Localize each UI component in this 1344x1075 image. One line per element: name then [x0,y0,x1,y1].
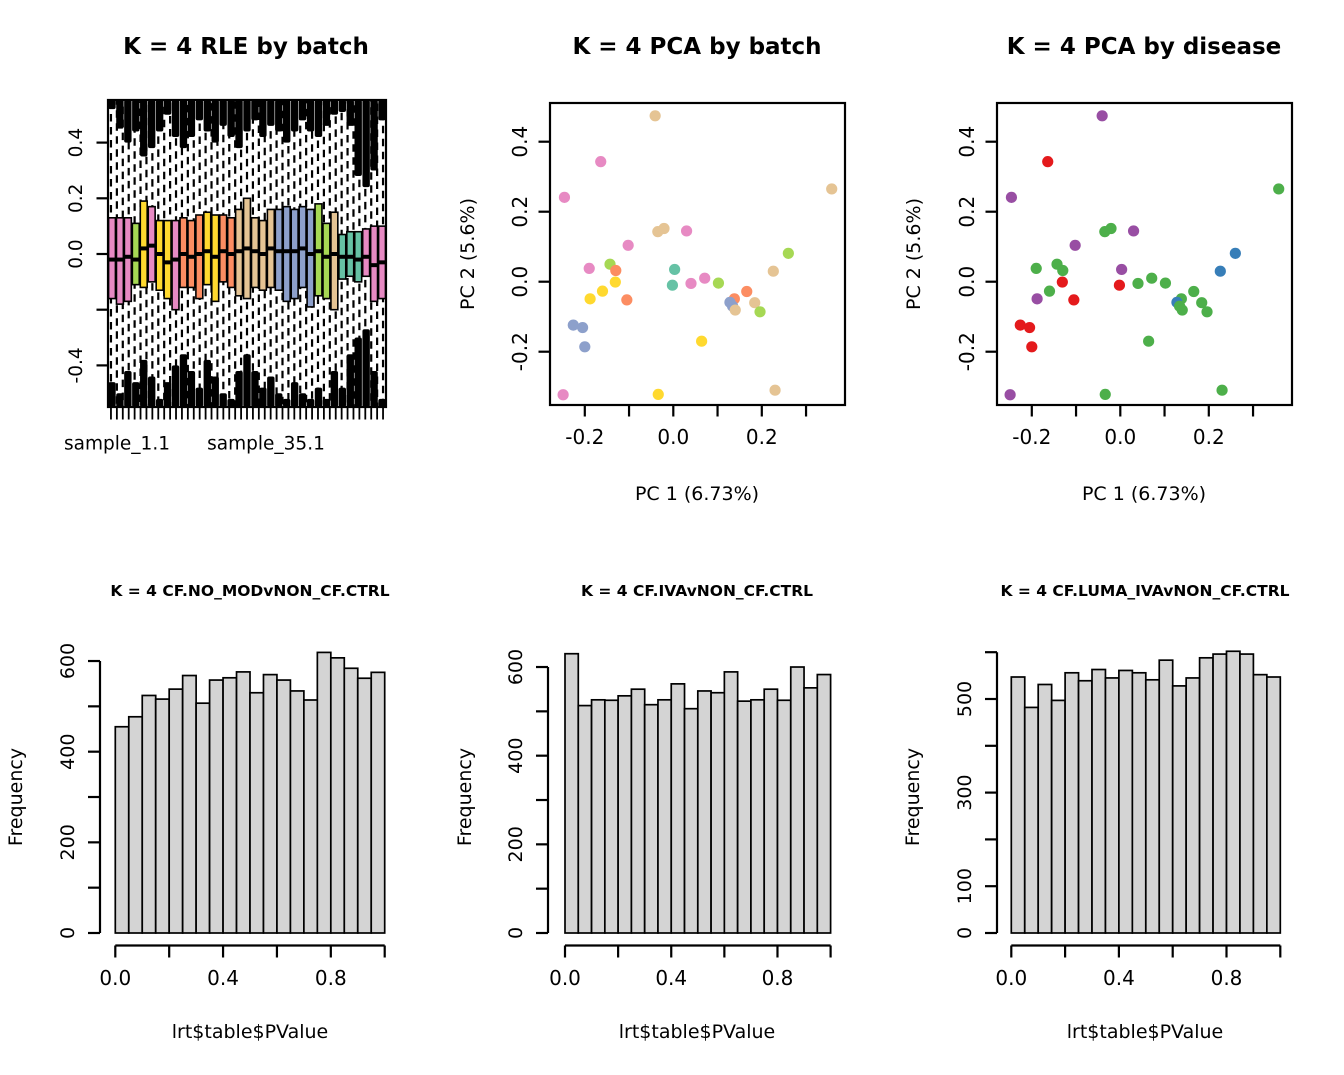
hist-bar [817,675,830,933]
pca-point [699,273,710,284]
rle-box [355,232,362,282]
hist-bar [751,700,764,933]
outlier-blob-bottom [196,388,203,407]
outlier-blob-top [227,100,234,137]
hist2-title: K = 4 CF.IVAvNON_CF.CTRL [580,582,814,600]
rle-box [307,209,314,306]
outlier-blob-top [116,100,123,129]
rle-sample-last-label: sample_35.1 [207,433,325,455]
rle-y-tick-label: 0.4 [66,127,87,158]
pca-point [685,278,696,289]
hist-bar [764,689,777,933]
outlier-blob-bottom [362,329,369,407]
hist-bar [578,706,591,933]
pca-point [584,263,595,274]
outlier-blob-bottom [370,371,377,407]
outlier-blob-top [299,100,306,120]
pca-batch-title: K = 4 PCA by batch [572,34,822,60]
rle-box [172,221,179,310]
hist1-ylabel: Frequency [5,747,27,847]
hist-y-tick-label: 600 [57,642,79,680]
hist-y-tick-label: 600 [505,648,527,686]
hist-bar [1173,686,1186,933]
hist3-title: K = 4 CF.LUMA_IVAvNON_CF.CTRL [1000,582,1290,600]
pca-y-tick-label: 0.4 [508,125,532,158]
outlier-blob-top [315,100,322,137]
pca-point [741,286,752,297]
pca-point [1006,192,1017,203]
pca-point [1100,389,1111,400]
hist-bar [304,700,317,933]
hist-bar [1267,677,1280,933]
pca-disease-ylabel: PC 2 (5.6%) [903,198,925,310]
pca-disease-title: K = 4 PCA by disease [1006,34,1282,60]
plot-border [550,103,845,405]
outlier-blob-top [283,100,290,143]
outlier-blob-top [251,100,258,120]
outlier-blob-top [362,100,369,187]
outlier-blob-bottom [148,377,155,407]
pca-batch-xlabel: PC 1 (6.73%) [634,483,760,505]
outlier-blob-bottom [291,382,298,407]
hist-bar [142,695,155,933]
hist-bar [711,693,724,933]
outlier-blob-top [291,100,298,131]
hist-bar [804,688,817,933]
pca-point [1114,280,1125,291]
hist-bar [1025,707,1038,933]
rle-plot-area [108,100,386,407]
hist1-title: K = 4 CF.NO_MODvNON_CF.CTRL [110,582,390,600]
hist-x-tick-label: 0.8 [314,966,347,990]
hist-bar [618,696,631,933]
hist-bar [1119,670,1132,933]
pca-y-tick-label: 0.2 [955,195,979,228]
outlier-blob-top [378,100,385,120]
hist-bar [250,693,263,933]
outlier-blob-top [370,100,377,170]
pca-point [621,294,632,305]
pca-point [1042,156,1053,167]
pca-point [1132,278,1143,289]
pca-point [1031,263,1042,274]
pca-x-tick-label: 0.2 [745,425,778,449]
outlier-blob-top [355,100,362,176]
rle-y-tick-label: -0.4 [66,347,87,384]
hist-bar [290,691,303,933]
outlier-blob-top [259,100,266,137]
hist-bar [1146,680,1159,933]
pca-point [1005,389,1016,400]
outlier-blob-bottom [323,399,330,407]
outlier-blob-bottom [132,382,139,407]
plot-border [997,103,1292,405]
pca-x-tick-label: 0.0 [1104,425,1137,449]
rle-box [164,221,171,299]
hist-bar [724,672,737,933]
pca-point [1273,183,1284,194]
pca-point [768,266,779,277]
rle-box [140,201,147,287]
outlier-blob-bottom [108,382,115,407]
pca-point [610,265,621,276]
pca-point [1057,276,1068,287]
outlier-blob-bottom [339,388,346,407]
hist-x-tick-label: 0.4 [207,966,239,990]
outlier-blob-top [307,100,314,131]
pca-y-tick-label: 0.4 [955,125,979,158]
outlier-blob-bottom [219,393,226,407]
pca-y-tick-label: -0.2 [508,332,532,372]
outlier-blob-top [323,100,330,126]
hist-x-tick-label: 0.0 [995,966,1028,990]
hist-x-tick-label: 0.8 [1210,966,1243,990]
hist-bar [605,700,618,933]
hist-bar [592,700,605,933]
pca-point [1057,265,1068,276]
hist-bar [183,676,196,933]
hist-bar [371,672,384,933]
rle-title: K = 4 RLE by batch [123,34,369,60]
pca-point [1024,322,1035,333]
hist-bar [1092,670,1105,933]
hist-bar [1132,673,1145,933]
hist-bar [738,701,751,933]
hist-bar [1079,681,1092,933]
hist-bar [1253,675,1266,933]
pca-point [1177,304,1188,315]
outlier-blob-bottom [243,354,250,407]
hist-bar [777,700,790,933]
outlier-blob-top [148,100,155,148]
hist-bar [685,709,698,933]
outlier-blob-top [339,100,346,112]
hist-bar [671,684,684,933]
outlier-blob-top [204,100,211,131]
pca-point [559,192,570,203]
hist-x-tick-label: 0.4 [1102,966,1135,990]
hist-bar [1065,673,1078,933]
pca-y-tick-label: 0.2 [508,195,532,228]
outlier-blob-bottom [212,377,219,407]
hist-bar [1240,654,1253,933]
outlier-blob-top [172,100,179,137]
hist-bar [331,658,344,933]
outlier-blob-bottom [267,377,274,407]
hist-x-tick-label: 0.4 [655,966,688,990]
outlier-blob-bottom [180,354,187,407]
pca-point [1068,294,1079,305]
rle-sample-first-label: sample_1.1 [64,433,170,455]
pca-x-tick-label: -0.2 [1012,425,1052,449]
hist-bar [156,699,169,933]
rle-box [331,212,338,309]
rle-box [196,215,203,299]
hist-bar [1186,678,1199,933]
hist-bar [565,654,578,933]
outlier-blob-top [188,100,195,137]
outlier-blob-top [132,100,139,131]
hist-x-tick-label: 0.0 [99,966,132,990]
outlier-blob-top [212,100,219,143]
rle-box [323,223,330,298]
pca-point [1097,110,1108,121]
hist-y-tick-label: 400 [505,737,527,774]
hist-bar [1200,658,1213,933]
hist-y-tick-label: 0 [57,926,79,940]
hist-bar [169,689,182,933]
pca-point [1044,286,1055,297]
rle-box [132,223,139,284]
outlier-blob-top [347,100,354,126]
pca-point [577,322,588,333]
pca-point [1128,225,1139,236]
hist-y-tick-label: 0 [505,926,527,940]
hist-bar [129,717,142,933]
pca-point [1026,341,1037,352]
pca-point [826,183,837,194]
rle-box [124,218,131,302]
outlier-blob-top [108,100,115,109]
pca-point [1215,266,1226,277]
hist-bar [1011,677,1024,933]
hist-bar [1038,684,1051,933]
hist-x-tick-label: 0.0 [549,966,581,990]
pca-point [658,223,669,234]
outlier-blob-bottom [164,382,171,407]
pca-x-tick-label: 0.0 [657,425,690,449]
outlier-blob-bottom [283,399,290,407]
hist-bar [791,667,804,933]
outlier-blob-top [243,100,250,131]
outlier-blob-bottom [378,399,385,407]
outlier-blob-top [124,100,131,143]
outlier-blob-bottom [140,360,147,407]
pca-point [681,225,692,236]
pca-point [713,278,724,289]
rle-box [363,229,370,276]
pca-y-tick-label: -0.2 [955,332,979,372]
pca-point [769,385,780,396]
outlier-blob-bottom [331,371,338,407]
pca-point [579,341,590,352]
hist3-xlabel: lrt$table$PValue [1066,1021,1224,1043]
pca-point [653,389,664,400]
hist-y-tick-label: 200 [505,826,527,863]
hist-bar [1213,654,1226,933]
outlier-blob-bottom [227,399,234,407]
pca-point [1070,240,1081,251]
pca-point [730,304,741,315]
pca-point [696,336,707,347]
hist-bar [317,652,330,933]
hist2-xlabel: lrt$table$PValue [618,1021,776,1043]
outlier-blob-bottom [116,393,123,407]
hist-bar [1052,700,1065,933]
pca-point [667,280,678,291]
hist-y-tick-label: 0 [954,926,976,940]
outlier-blob-top [275,100,282,131]
hist-bar [237,672,250,933]
pca-point [558,389,569,400]
outlier-blob-bottom [307,399,314,407]
hist-bar [263,675,276,933]
pca-point [1201,306,1212,317]
outlier-blob-top [156,100,163,131]
hist-y-tick-label: 500 [954,680,976,718]
outlier-blob-top [140,100,147,157]
rle-box [220,215,227,282]
outlier-blob-bottom [275,393,282,407]
hist-bar [1105,678,1118,933]
pca-point [1032,293,1043,304]
rle-y-tick-label: 0.0 [66,239,87,269]
hist-bar [1227,651,1240,933]
hist-bar [698,691,711,933]
outlier-blob-bottom [259,388,266,407]
pca-disease-xlabel: PC 1 (6.73%) [1081,483,1207,505]
outlier-blob-bottom [251,371,258,407]
hist-bar [631,689,644,933]
hist-y-tick-label: 300 [954,774,976,811]
pca-point [1116,264,1127,275]
pca-point [585,293,596,304]
pca-y-tick-label: 0.0 [955,265,979,298]
hist-bar [1159,660,1172,933]
pca-point [1146,273,1157,284]
hist1-xlabel: lrt$table$PValue [171,1021,329,1043]
pca-point [783,248,794,259]
outlier-blob-bottom [188,371,195,407]
hist-bar [196,703,209,933]
pca-point [669,264,680,275]
rle-box [188,221,195,288]
hist-bar [115,727,128,933]
outlier-blob-top [267,100,274,126]
hist-bar [658,700,671,933]
outlier-blob-bottom [315,388,322,407]
outlier-blob-bottom [299,393,306,407]
outlier-blob-bottom [204,360,211,407]
pca-point [1230,248,1241,259]
pca-point [650,110,661,121]
hist-bar [223,678,236,933]
outlier-blob-top [164,100,171,115]
hist-bar [210,680,223,933]
outlier-blob-bottom [156,399,163,407]
pca-point [623,240,634,251]
outlier-blob-bottom [355,338,362,407]
outlier-blob-top [331,100,338,115]
outlier-blob-top [196,100,203,120]
outlier-blob-top [235,100,242,148]
pca-point [610,276,621,287]
hist-bar [645,705,658,933]
hist2-ylabel: Frequency [454,747,476,847]
outlier-blob-top [180,100,187,148]
hist-bar [277,680,290,933]
hist-y-tick-label: 200 [57,824,79,861]
hist-y-tick-label: 400 [57,733,79,770]
pca-point [1143,336,1154,347]
pca-point [595,156,606,167]
outlier-blob-top [219,100,226,126]
outlier-blob-bottom [235,371,242,407]
outlier-blob-bottom [124,371,131,407]
hist-x-tick-label: 0.8 [761,966,794,990]
pca-y-tick-label: 0.0 [508,265,532,298]
hist-y-tick-label: 100 [954,868,976,905]
rle-box [347,232,354,277]
pca-point [1216,385,1227,396]
rle-box [283,207,290,302]
rle-y-tick-label: 0.2 [66,183,87,214]
pca-x-tick-label: -0.2 [565,425,605,449]
hist-bar [358,678,371,933]
pca-point [1188,286,1199,297]
pca-point [597,286,608,297]
rle-box [204,212,211,284]
pca-x-tick-label: 0.2 [1192,425,1225,449]
pca-point [754,306,765,317]
rle-box [291,209,298,298]
outlier-blob-bottom [172,365,179,407]
outlier-blob-bottom [347,354,354,407]
hist-bar [344,668,357,933]
pca-point [1160,278,1171,289]
pca-point [1105,223,1116,234]
hist3-ylabel: Frequency [902,747,924,847]
pca-batch-ylabel: PC 2 (5.6%) [457,198,479,310]
